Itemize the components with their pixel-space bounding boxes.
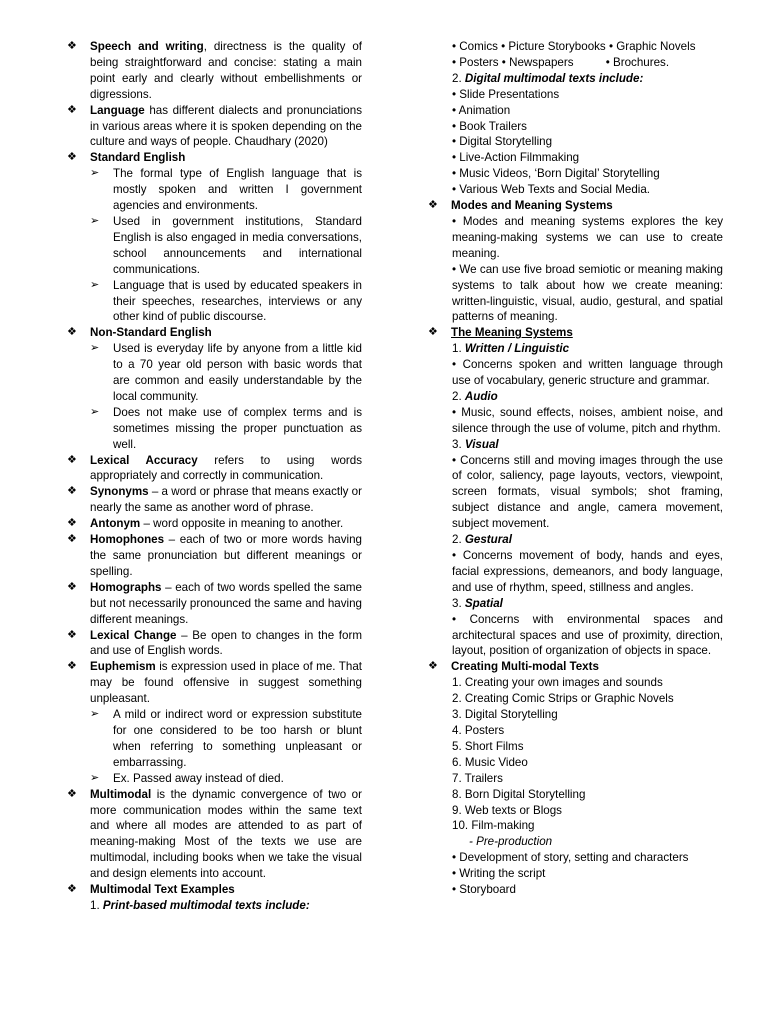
diamond-bullet-icon: ❖ — [67, 883, 77, 896]
definition: is the dynamic convergence of two or more communication modes within the same text and where all modes are attended to as part of meaning-making Most of the texts we use are multimodal, including books when we take the visual and design elements into account. — [90, 787, 362, 881]
term: Homographs — [90, 580, 162, 594]
lexical-accuracy-entry — [67, 453, 362, 485]
arrow-bullet-icon: ➢ — [90, 771, 100, 784]
definition: – each of two or more words having the same pronunciation but different meanings or spelling. — [90, 533, 362, 578]
language-entry — [67, 103, 362, 151]
term: Multimodal — [90, 787, 152, 801]
meaning-systems-heading: ❖ The Meaning Systems — [428, 326, 573, 340]
system-description: • Music, sound effects, noises, ambient noise, and silence through the use of volume, pitch and rhythm. — [452, 405, 723, 435]
diamond-bullet-icon: ❖ — [67, 660, 77, 673]
creating-list-item: 2. Creating Comic Strips or Graphic Novels — [452, 692, 674, 706]
homographs-entry — [67, 580, 362, 628]
term: Synonyms — [90, 485, 149, 499]
diamond-bullet-icon: ❖ — [67, 787, 77, 800]
sub-bullet: ➢ Language that is used by educated speakers in their speeches, researches, interviews or any other kind of public discourse. — [90, 278, 362, 324]
digital-list-item: • Slide Presentations — [452, 87, 560, 101]
creating-list-item: 5. Short Films — [452, 739, 524, 753]
right-column — [428, 39, 723, 898]
definition: – each of two words spelled the same but not necessarily pronounced the same and having different meanings. — [90, 580, 362, 626]
multimodal-examples-heading: ❖ Multimodal Text Examples — [67, 883, 235, 897]
system-title: 1. Written / Linguistic — [452, 342, 570, 356]
digital-list-item: • Various Web Texts and Social Media. — [452, 183, 651, 197]
sub-bullet: ➢ The formal type of English language that is mostly spoken and written I government agencies and environments. — [90, 167, 362, 213]
arrow-bullet-icon: ➢ — [90, 167, 100, 180]
digital-subheading: 2. Digital multimodal texts include: — [452, 71, 644, 85]
synonyms-entry — [67, 484, 362, 516]
system-title: 3. Spatial — [452, 596, 503, 610]
creating-list-item: 10. Film-making — [452, 819, 535, 833]
digital-list-item: • Animation — [452, 103, 511, 117]
creating-list-item: 3. Digital Storytelling — [452, 708, 558, 722]
print-items-line: • Comics • Picture Storybooks • Graphic Novels — [452, 40, 696, 53]
definition: – a word or phrase that means exactly or nearly the same as another word of phrase. — [90, 485, 362, 515]
arrow-bullet-icon: ➢ — [90, 214, 100, 227]
digital-list-item: • Live-Action Filmmaking — [452, 151, 580, 165]
diamond-bullet-icon: ❖ — [67, 485, 77, 498]
system-description: • Concerns movement of body, hands and eyes, facial expressions, demeanors, and body language, and use of rhythm, speed, stillness and angles. — [452, 549, 723, 594]
diamond-bullet-icon: ❖ — [428, 660, 438, 673]
creating-list-item: 8. Born Digital Storytelling — [452, 787, 586, 801]
system-description: • Concerns still and moving images through the use of color, saliency, page layouts, vectors, viewpoint, screen formats, visual symbols; shot framing, subject distance and angle, camera movement, subject movement. — [452, 453, 723, 531]
speech-writing-entry — [67, 39, 362, 103]
arrow-bullet-icon: ➢ — [90, 342, 100, 355]
lexical-change-entry — [67, 628, 362, 660]
print-items-line: • Posters • Newspapers • Brochures. — [452, 55, 670, 69]
diamond-bullet-icon: ❖ — [67, 517, 77, 530]
diamond-bullet-icon: ❖ — [67, 103, 77, 116]
term: Speech and writing — [90, 40, 204, 53]
diamond-bullet-icon: ❖ — [428, 326, 438, 339]
definition: has different dialects and pronunciations in various areas where it is spoken depending on the culture and ways of people. Chaudhary (2020) — [90, 103, 362, 149]
modes-paragraph: • Modes and meaning systems explores the key meaning-making systems we can use to create meaning. — [452, 214, 723, 260]
diamond-bullet-icon: ❖ — [67, 151, 77, 164]
definition: is expression used in place of me. That may be found offensive in suggest something unpleasant. — [90, 660, 362, 706]
pre-production-item: • Writing the script — [452, 867, 546, 881]
diamond-bullet-icon: ❖ — [67, 453, 77, 466]
diamond-bullet-icon: ❖ — [67, 628, 77, 641]
diamond-bullet-icon: ❖ — [67, 326, 77, 339]
sub-bullet: ➢ Used in government institutions, Standard English is also engaged in media conversations, school announcements and international communications. — [90, 214, 362, 276]
homophones-entry — [67, 532, 362, 580]
digital-list-item: • Digital Storytelling — [452, 135, 553, 149]
antonym-entry — [67, 516, 362, 532]
diamond-bullet-icon: ❖ — [67, 533, 77, 546]
system-title: 2. Audio — [452, 389, 498, 403]
sub-bullet: ➢ Ex. Passed away instead of died. — [90, 771, 284, 785]
creating-list-item: 6. Music Video — [452, 755, 528, 769]
modes-meaning-heading: ❖ Modes and Meaning Systems — [428, 199, 613, 213]
term: Homophones — [90, 533, 165, 547]
definition: – Be open to changes in the form and use of English words. — [90, 628, 362, 658]
system-title: 2. Gestural — [452, 533, 512, 547]
creating-list-item: 1. Creating your own images and sounds — [452, 676, 663, 690]
definition: refers to using words appropriately and correctly in communication. — [90, 453, 362, 483]
pre-production-item: • Development of story, setting and characters — [452, 851, 689, 865]
definition: , directness is the quality of being straightforward and concise: stating a main point early and clearly without embellishments or digressions. — [90, 40, 362, 101]
non-standard-english-heading: ❖ Non-Standard English — [67, 326, 212, 340]
arrow-bullet-icon: ➢ — [90, 708, 100, 721]
arrow-bullet-icon: ➢ — [90, 405, 100, 418]
diamond-bullet-icon: ❖ — [428, 199, 438, 212]
term: Euphemism — [90, 660, 156, 674]
sub-bullet: ➢ Does not make use of complex terms and is sometimes missing the proper punctuation as well. — [90, 405, 362, 451]
creating-list-item: 4. Posters — [452, 723, 505, 737]
digital-list-item: • Book Trailers — [452, 119, 527, 133]
euphemism-entry — [67, 659, 362, 707]
diamond-bullet-icon: ❖ — [67, 580, 77, 593]
standard-english-heading: ❖ Standard English — [67, 151, 186, 165]
system-title: 3. Visual — [452, 437, 499, 451]
arrow-bullet-icon: ➢ — [90, 278, 100, 291]
term: Language — [90, 103, 145, 117]
system-description: • Concerns spoken and written language through use of vocabulary, generic structure and grammar. — [452, 358, 723, 388]
modes-paragraph: • We can use five broad semiotic or meaning making systems to talk about how we create meaning: written-linguistic, visual, audio, gestural, and spatial patterns of meaning. — [452, 262, 723, 324]
creating-list-item: 7. Trailers — [452, 771, 503, 785]
digital-list-item: • Music Videos, ‘Born Digital’ Storytelling — [452, 167, 660, 181]
term: Lexical Change — [90, 628, 177, 642]
left-column — [67, 39, 362, 914]
print-based-subheading: 1. Print-based multimodal texts include: — [90, 898, 310, 912]
definition: – word opposite in meaning to another. — [140, 517, 344, 531]
system-description: • Concerns with environmental spaces and architectural spaces and use of proximity, direction, layout, position of organization of objects in space. — [452, 612, 723, 658]
sub-bullet: ➢ A mild or indirect word or expression substitute for one considered to be too harsh or blunt when referring to something unpleasant or embarrassing. — [90, 708, 362, 769]
sub-bullet: ➢ Used is everyday life by anyone from a little kid to a 70 year old person with basic words that are common and easily understandable by the local community. — [90, 342, 362, 403]
creating-multimodal-heading: ❖ Creating Multi-modal Texts — [428, 660, 599, 674]
pre-production-item: • Storyboard — [452, 883, 516, 897]
pre-production-label: - Pre-production — [469, 835, 553, 849]
term: Lexical Accuracy — [90, 453, 198, 467]
multimodal-entry — [67, 787, 362, 882]
creating-list-item: 9. Web texts or Blogs — [452, 803, 562, 817]
term: Antonym — [90, 517, 141, 531]
diamond-bullet-icon: ❖ — [67, 40, 77, 52]
